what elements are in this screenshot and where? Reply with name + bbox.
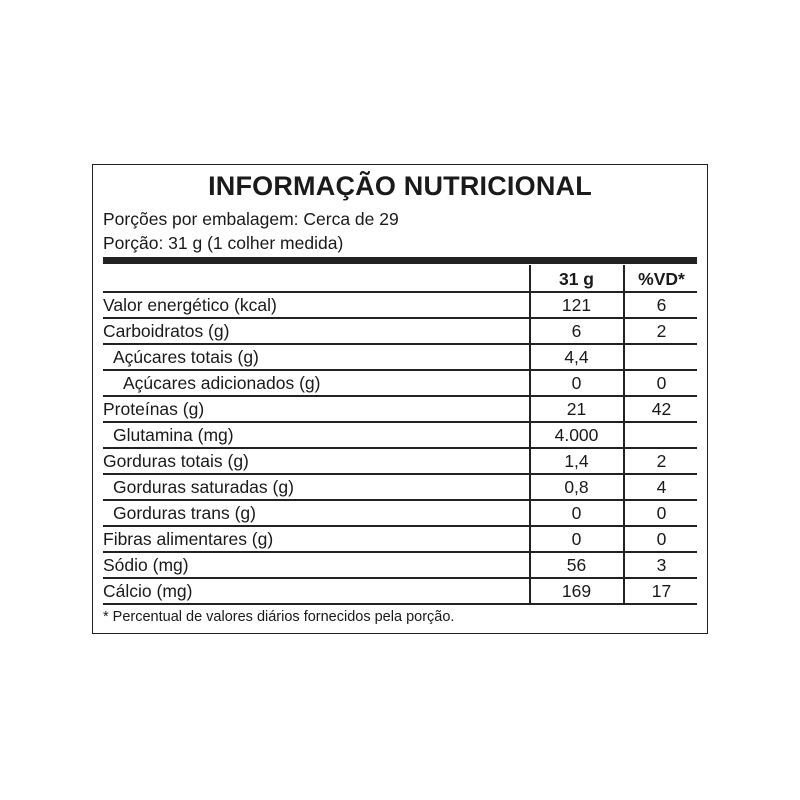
nutrient-amount: 6 [571,321,582,341]
nutrient-amount: 1,4 [564,451,589,471]
nutrient-daily-value: 6 [656,295,667,315]
nutrient-amount: 0,8 [564,477,589,497]
nutrient-daily-value: 0 [656,529,667,549]
nutrient-amount: 0 [571,373,582,393]
nutrient-daily-value: 42 [651,399,672,419]
servings-per-package: Porções por embalagem: Cerca de 29 [103,209,399,229]
column-header-amount: 31 g [558,269,595,289]
nutrient-amount: 4.000 [554,425,599,445]
nutrient-label: Açúcares totais (g) [113,347,259,367]
nutrient-label: Gorduras saturadas (g) [113,477,294,497]
nutrient-amount: 21 [566,399,587,419]
column-header-dv: %VD* [638,269,685,289]
nutrient-label: Glutamina (mg) [113,425,234,445]
nutrient-label: Proteínas (g) [103,399,205,419]
nutrient-label: Cálcio (mg) [103,581,193,601]
nutrition-facts-panel [92,164,708,634]
nutrient-label: Açúcares adicionados (g) [123,373,321,393]
nutrient-daily-value: 2 [656,451,667,471]
nutrient-amount: 169 [561,581,592,601]
nutrient-daily-value: 4 [656,477,667,497]
panel-title: INFORMAÇÃO NUTRICIONAL [208,171,592,201]
nutrient-amount: 0 [571,529,582,549]
nutrient-daily-value: 17 [651,581,672,601]
nutrient-label: Gorduras trans (g) [113,503,256,523]
nutrient-daily-value: 0 [656,373,667,393]
nutrient-label: Carboidratos (g) [103,321,230,341]
nutrient-daily-value: 0 [656,503,667,523]
footnote: * Percentual de valores diários fornecidos pela porção. [103,609,455,625]
nutrient-label: Gorduras totais (g) [103,451,249,471]
nutrient-amount: 121 [561,295,592,315]
nutrient-amount: 56 [566,555,587,575]
serving-size: Porção: 31 g (1 colher medida) [103,233,344,253]
nutrient-label: Valor energético (kcal) [103,295,277,315]
nutrient-amount: 0 [571,503,582,523]
thick-divider [103,257,697,264]
row-divider [103,603,697,605]
nutrient-daily-value: 3 [656,555,667,575]
nutrient-daily-value: 2 [656,321,667,341]
nutrient-amount: 4,4 [564,347,589,367]
nutrient-label: Fibras alimentares (g) [103,529,274,549]
nutrient-label: Sódio (mg) [103,555,189,575]
